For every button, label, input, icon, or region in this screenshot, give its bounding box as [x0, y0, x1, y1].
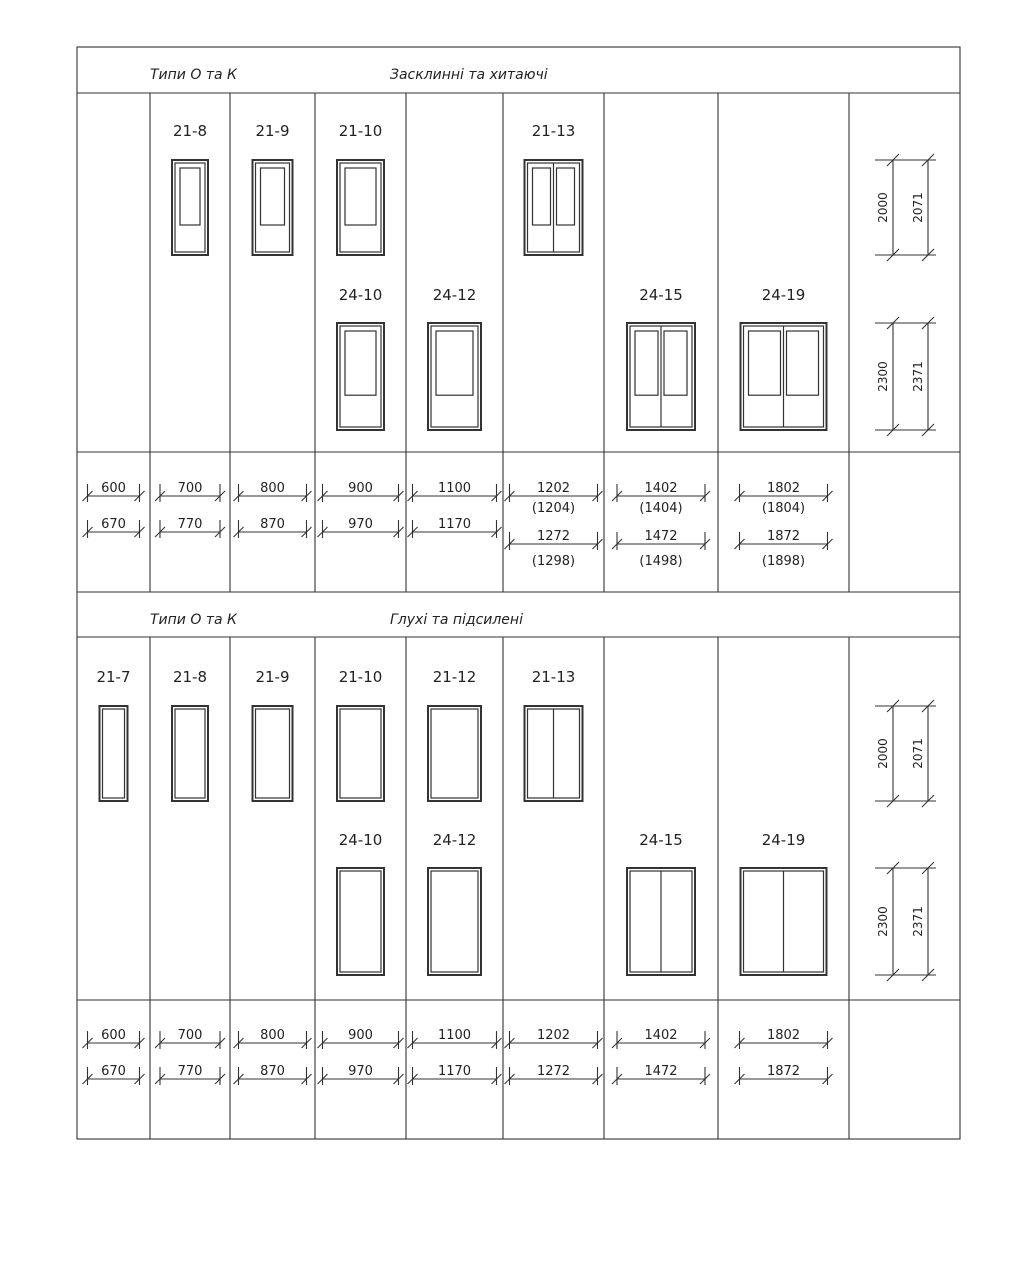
- width-dimension-top: [612, 1028, 710, 1049]
- door-code: 21-7: [96, 668, 131, 686]
- width-dimension-top: [83, 481, 145, 502]
- door-leaf: [340, 326, 381, 427]
- dim-value: 1170: [437, 517, 472, 532]
- door-leaf: [431, 871, 478, 972]
- door-21-13: [525, 706, 583, 801]
- dim-value: 600: [101, 1028, 126, 1043]
- door-code: 24-15: [639, 831, 683, 849]
- dim-value: 670: [101, 1064, 126, 1079]
- door-leaf: [431, 326, 478, 427]
- door-code: 24-12: [432, 286, 477, 304]
- width-dimension-top: [318, 1028, 404, 1049]
- glass-pane-right: [787, 331, 819, 395]
- dim-value: 700: [177, 1028, 203, 1043]
- width-dimension-top: [83, 1028, 145, 1049]
- height-inner-value: 2000: [876, 738, 890, 769]
- height-dimension: [875, 154, 936, 261]
- door-frame: [337, 160, 384, 255]
- glass-pane-left: [533, 168, 551, 225]
- door-code: 24-19: [761, 286, 806, 304]
- glass-pane-left: [749, 331, 781, 395]
- door-24-19: [741, 868, 827, 975]
- width-dimension-bottom: [234, 517, 312, 538]
- dim-value: 970: [348, 1064, 373, 1079]
- width-dimension-bottom: [83, 517, 145, 538]
- door-code: 21-8: [172, 122, 208, 140]
- dim-value: 1472: [644, 1064, 678, 1079]
- door-frame: [428, 706, 481, 801]
- door-code: 24-19: [761, 831, 806, 849]
- width-dimension-top: [408, 481, 502, 502]
- door-21-10: [337, 160, 384, 255]
- glass-pane: [261, 168, 285, 225]
- width-dimension-top: [735, 481, 833, 502]
- dim-value: 770: [177, 1064, 203, 1079]
- door-24-10: [337, 868, 384, 975]
- width-dimension-bottom: [234, 1064, 312, 1085]
- door-24-10: [337, 323, 384, 430]
- door-code: 24-10: [338, 831, 383, 849]
- section-type-label: Типи О та К: [150, 612, 237, 628]
- door-leaf: [431, 709, 478, 798]
- dim-value: 770: [177, 517, 203, 532]
- width-dimension-bottom: [505, 529, 603, 550]
- door-21-9: [253, 706, 293, 801]
- door-code: 21-9: [255, 668, 290, 686]
- door-code: 21-10: [338, 122, 383, 140]
- door-code: 24-12: [432, 831, 477, 849]
- width-dimension-bottom: [612, 1064, 710, 1085]
- width-dimension-top: [735, 1028, 833, 1049]
- door-24-15: [627, 323, 695, 430]
- width-alt-value: (1804): [761, 501, 806, 516]
- width-alt-value: (1498): [639, 554, 683, 569]
- dim-value: 870: [260, 517, 285, 532]
- width-dimension-bottom: [318, 1064, 404, 1085]
- width-dimension-top: [612, 481, 710, 502]
- width-dimension-bottom: [612, 529, 710, 550]
- height-outer-value: 2071: [911, 738, 925, 769]
- glass-pane: [345, 168, 376, 225]
- dim-value: 600: [101, 481, 126, 496]
- dim-value: 1872: [766, 529, 801, 544]
- width-dimension-bottom: [408, 1064, 502, 1085]
- dim-value: 670: [101, 517, 126, 532]
- dim-value: 1272: [536, 529, 571, 544]
- dim-value: 1802: [766, 481, 801, 496]
- dim-value: 1202: [536, 481, 571, 496]
- door-leaf: [256, 709, 290, 798]
- glass-pane-left: [635, 331, 658, 395]
- width-dimension-bottom: [155, 1064, 225, 1085]
- section-1: [77, 67, 960, 592]
- height-inner-value: 2000: [876, 192, 890, 223]
- width-dimension-top: [155, 1028, 225, 1049]
- width-alt-value: (1204): [531, 501, 576, 516]
- door-21-7: [100, 706, 128, 801]
- width-dimension-top: [505, 481, 603, 502]
- width-dimension-top: [505, 1028, 603, 1049]
- door-leaf: [340, 163, 381, 252]
- width-dimension-bottom: [155, 517, 225, 538]
- door-24-19: [741, 323, 827, 430]
- door-21-8: [172, 160, 208, 255]
- glass-pane-right: [664, 331, 687, 395]
- door-frame: [100, 706, 128, 801]
- dim-value: 1872: [766, 1064, 801, 1079]
- dim-value: 1472: [644, 529, 678, 544]
- height-inner-value: 2300: [876, 361, 890, 392]
- dim-value: 800: [260, 1028, 285, 1043]
- door-24-12: [428, 323, 481, 430]
- section-type-label: Типи О та К: [150, 67, 237, 83]
- section-2: [77, 612, 960, 1139]
- width-alt-value: (1298): [531, 554, 576, 569]
- door-leaf: [340, 871, 381, 972]
- door-24-12: [428, 868, 481, 975]
- glass-pane: [436, 331, 473, 395]
- dim-value: 1170: [437, 1064, 472, 1079]
- door-code: 21-10: [338, 668, 383, 686]
- door-21-12: [428, 706, 481, 801]
- glass-pane-right: [557, 168, 575, 225]
- door-code: 21-8: [172, 668, 208, 686]
- table-border: [77, 47, 960, 1139]
- dim-value: 800: [260, 481, 285, 496]
- door-leaf: [103, 709, 125, 798]
- door-code: 24-10: [338, 286, 383, 304]
- width-dimension-bottom: [735, 1064, 833, 1085]
- door-code: 21-13: [531, 122, 576, 140]
- width-dimension-top: [155, 481, 225, 502]
- height-inner-value: 2300: [876, 906, 890, 937]
- glass-pane: [180, 168, 200, 225]
- height-outer-value: 2371: [911, 906, 925, 937]
- dim-value: 1402: [644, 1028, 678, 1043]
- dim-value: 1100: [437, 481, 472, 496]
- door-frame: [172, 160, 208, 255]
- door-frame: [337, 706, 384, 801]
- width-dimension-bottom: [735, 529, 833, 550]
- glass-pane: [345, 331, 376, 395]
- width-alt-value: (1404): [639, 501, 683, 516]
- width-dimension-top: [234, 1028, 312, 1049]
- door-code: 24-15: [639, 286, 683, 304]
- width-dimension-top: [234, 481, 312, 502]
- width-dimension-bottom: [318, 517, 404, 538]
- width-dimension-bottom: [83, 1064, 145, 1085]
- door-frame: [337, 323, 384, 430]
- door-21-8: [172, 706, 208, 801]
- height-outer-value: 2071: [911, 192, 925, 223]
- width-dimension-top: [408, 1028, 502, 1049]
- height-dimension: [875, 317, 936, 436]
- width-dimension-top: [318, 481, 404, 502]
- door-24-15: [627, 868, 695, 975]
- dim-value: 870: [260, 1064, 285, 1079]
- dim-value: 1272: [536, 1064, 571, 1079]
- door-code: 21-9: [255, 122, 290, 140]
- door-code: 21-12: [432, 668, 477, 686]
- dim-value: 970: [348, 517, 373, 532]
- width-dimension-bottom: [408, 517, 502, 538]
- door-21-9: [253, 160, 293, 255]
- dim-value: 900: [348, 1028, 373, 1043]
- door-code: 21-13: [531, 668, 576, 686]
- width-dimension-bottom: [505, 1064, 603, 1085]
- dim-value: 900: [348, 481, 373, 496]
- height-outer-value: 2371: [911, 361, 925, 392]
- height-dimension: [875, 700, 936, 807]
- door-21-10: [337, 706, 384, 801]
- dim-value: 1100: [437, 1028, 472, 1043]
- width-alt-value: (1898): [761, 554, 806, 569]
- door-frame: [428, 868, 481, 975]
- door-leaf: [340, 709, 381, 798]
- door-leaf: [175, 709, 205, 798]
- section-title: Засклинні та хитаючі: [390, 67, 548, 83]
- door-21-13: [525, 160, 583, 255]
- door-frame: [172, 706, 208, 801]
- dim-value: 1802: [766, 1028, 801, 1043]
- door-frame: [253, 706, 293, 801]
- dim-value: 700: [177, 481, 203, 496]
- section-title: Глухі та підсилені: [390, 612, 523, 628]
- dim-value: 1402: [644, 481, 678, 496]
- door-frame: [337, 868, 384, 975]
- height-dimension: [875, 862, 936, 981]
- door-frame: [253, 160, 293, 255]
- dim-value: 1202: [536, 1028, 571, 1043]
